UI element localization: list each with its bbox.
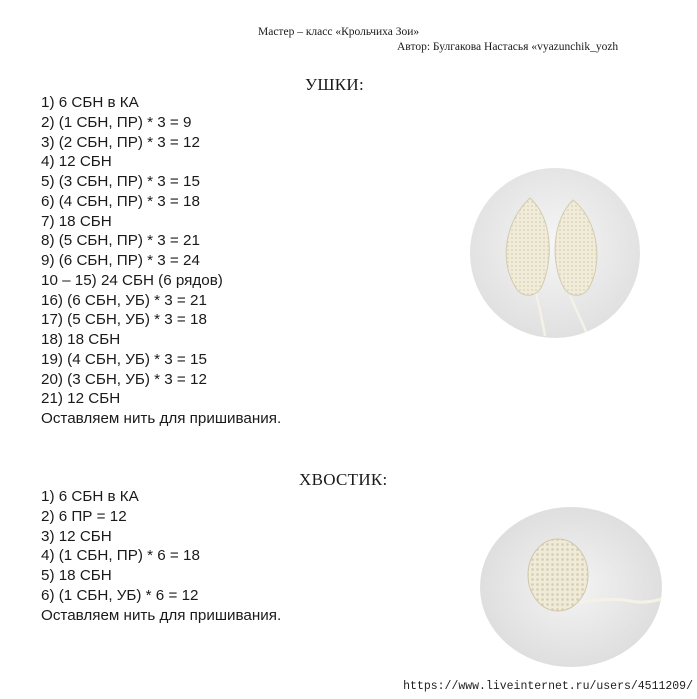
ears-steps-list [41, 93, 281, 429]
ears-step-note: Оставляем нить для пришивания. [41, 410, 282, 427]
tail-step: 3) 12 СБН [41, 527, 112, 545]
ears-photo [470, 168, 640, 338]
ears-step: 5) (3 СБН, ПР) * 3 = 15 [41, 173, 200, 190]
tail-step: 6) (1 СБН, УБ) * 6 = 12 [41, 586, 199, 604]
tail-step: 4) (1 СБН, ПР) * 6 = 18 [41, 547, 200, 565]
ears-step: 9) (6 СБН, ПР) * 3 = 24 [41, 252, 200, 269]
tail-steps-list [41, 487, 281, 625]
tail-section-title: ХВОСТИК: [299, 470, 388, 489]
ears-step: 3) (2 СБН, ПР) * 3 = 12 [41, 133, 200, 151]
ears-step: 10 – 15) 24 СБН (6 рядов) [41, 271, 223, 289]
source-url[interactable]: https://www.liveinternet.ru/users/4511209/ [403, 680, 693, 693]
crocheted-tail-image [480, 507, 662, 667]
ears-step: 17) (5 СБН, УБ) * 3 = 18 [41, 311, 207, 329]
ears-section-title: УШКИ: [305, 75, 365, 94]
tail-step: 2) 6 ПР = 12 [41, 507, 127, 525]
ears-step: 2) (1 СБН, ПР) * 3 = 9 [41, 113, 192, 131]
ears-step: 7) 18 СБН [41, 212, 112, 230]
ears-step: 6) (4 СБН, ПР) * 3 = 18 [41, 192, 200, 210]
tail-step-note: Оставляем нить для пришивания. [41, 606, 282, 624]
ears-step: 8) (5 СБН, ПР) * 3 = 21 [41, 232, 200, 250]
ears-step: 4) 12 СБН [41, 153, 112, 171]
ears-step: 20) (3 СБН, УБ) * 3 = 12 [41, 370, 207, 388]
tail-step: 5) 18 СБН [41, 567, 112, 584]
tail-step: 1) 6 СБН в КА [41, 488, 139, 505]
author-line: Автор: Булгакова Настасья «vyazunchik_yozh [397, 41, 619, 53]
tail-photo [480, 507, 662, 667]
ears-step: 16) (6 СБН, УБ) * 3 = 21 [41, 291, 207, 309]
ears-step: 19) (4 СБН, УБ) * 3 = 15 [41, 350, 207, 368]
document-title: Мастер – класс «Крольчиха Зои» [258, 26, 420, 38]
ears-step: 1) 6 СБН в КА [41, 94, 139, 111]
ears-step: 21) 12 СБН [41, 390, 121, 408]
ears-step: 18) 18 СБН [41, 331, 121, 348]
crocheted-ears-image [470, 168, 640, 338]
